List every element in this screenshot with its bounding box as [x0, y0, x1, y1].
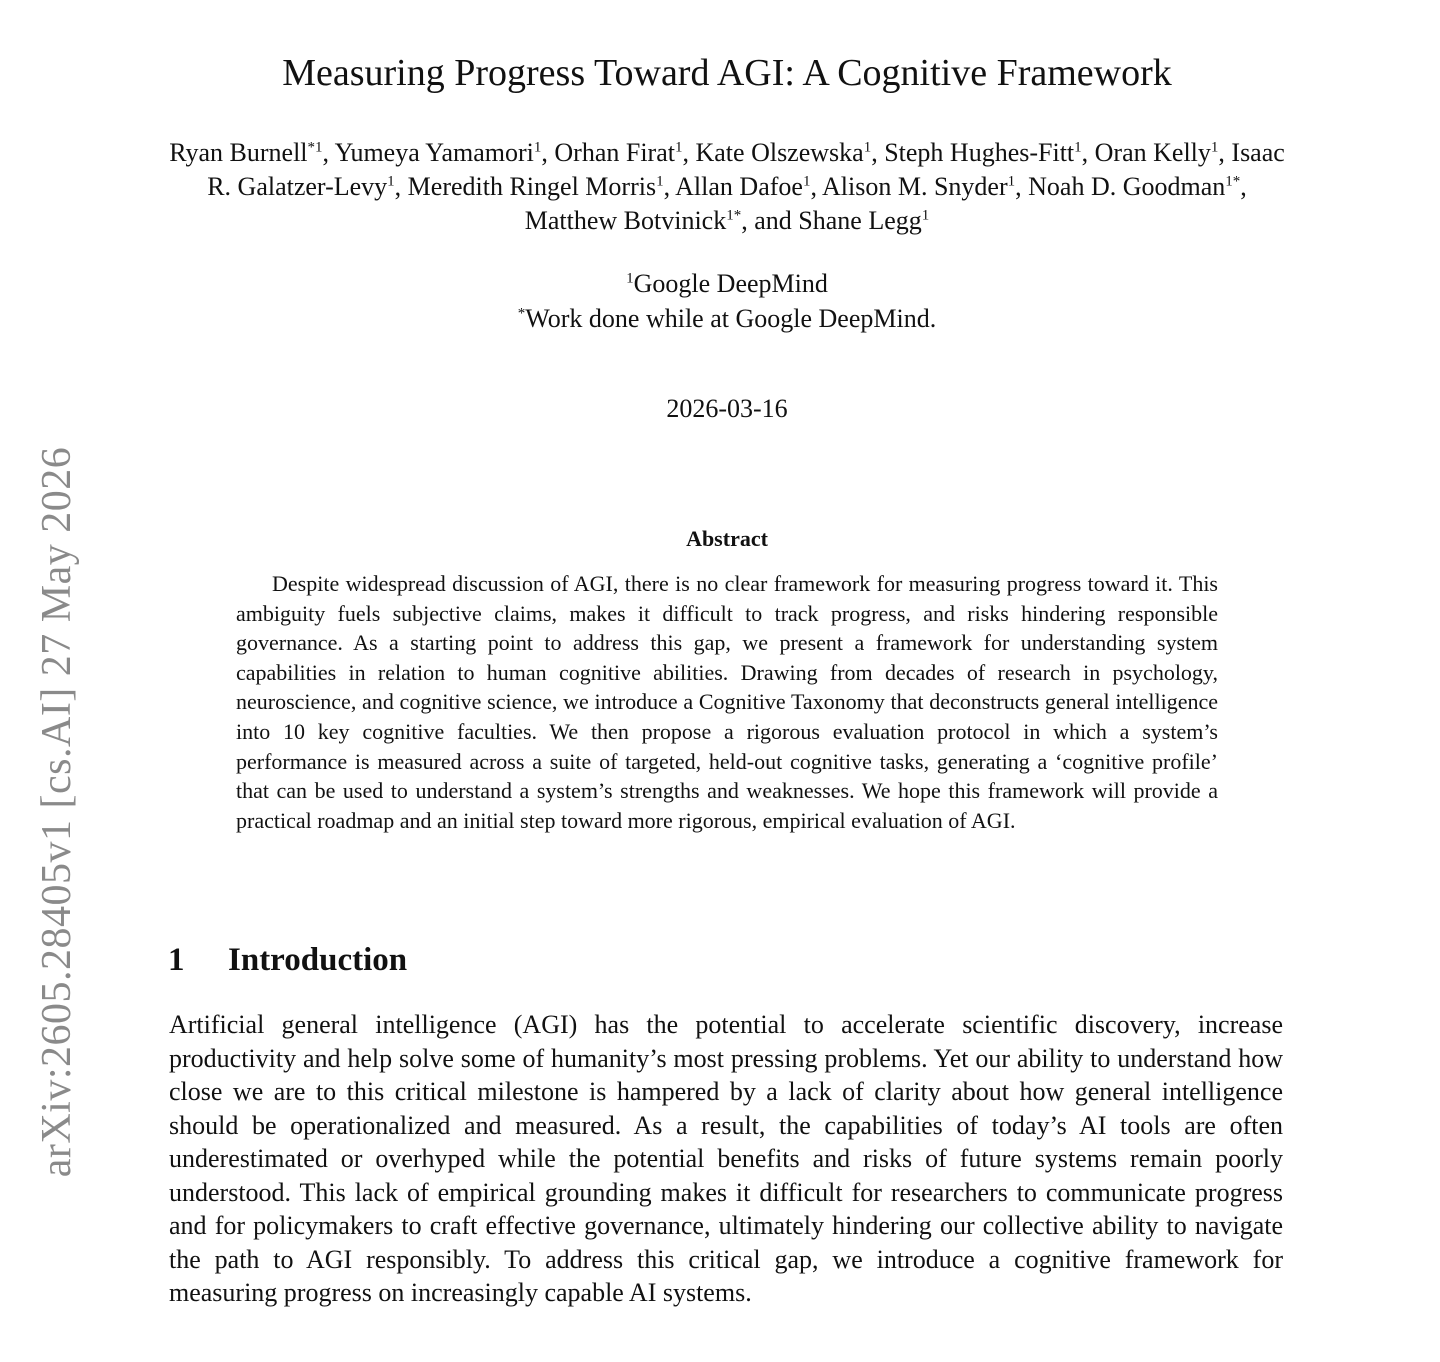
affiliation: $^1$Google DeepMind — [626, 269, 828, 298]
author: Allan Dafoe$^1$ — [675, 172, 811, 201]
author: Steph Hughes-Fitt$^1$ — [884, 138, 1082, 167]
author: Alison M. Snyder$^1$ — [822, 172, 1016, 201]
affiliation-note: *Work done while at Google DeepMind. — [517, 304, 937, 333]
abstract-text: Despite widespread discussion of AGI, there is no clear framework for measuring progress toward it. This ambiguity fuels subjective claims, makes it difficult to track progress, and risks hindering responsible governance. As a starting point to address this gap, we present a framework for understanding system capabilities in relation to human cognitive abilities. Drawing from decades of research in psychology, neuroscience, and cognitive science, we introduce a Cognitive Taxonomy that deconstructs general intelligence into 10 key cognitive faculties. We then propose a rigorous evaluation protocol in which a system’s performance is measured across a suite of targeted, held-out cognitive tasks, generating a ‘cognitive profile’ that can be used to understand a system’s strengths and weaknesses. We hope this framework will provide a practical roadmap and an initial step toward more rigorous, empirical evaluation of AGI. — [236, 571, 1218, 833]
author: Orhan Firat$^1$ — [554, 138, 683, 167]
author-list-joiner: and — [754, 206, 792, 235]
abstract-heading: Abstract — [686, 526, 768, 551]
paper-date: 2026-03-16 — [666, 394, 788, 423]
author: Yumeya Yamamori$^1$ — [334, 138, 542, 167]
author: Noah D. Goodman$^{1*}$ — [1028, 172, 1241, 201]
introduction-paragraph: Artificial general intelligence (AGI) has the potential to accelerate scientific discovery, increase productivity and help solve some of humanity’s most pressing problems. Yet our ability to understand how close we are to this critical milestone is hampered by a lack of clarity about how general intelligence should be operationalized and measured. As a result, the capabilities of today’s AI tools are often underestimated or overhyped while the potential benefits and risks of future systems remain poorly understood. This lack of empirical grounding makes it difficult for researchers to communicate progress and for policymakers to craft effective governance, ultimately hindering our collective ability to navigate the path to AGI responsibly. To address this critical gap, we introduce a cognitive framework for measuring progress on increasingly capable AI systems. — [169, 1010, 1283, 1307]
author: Isaac R. Galatzer-Levy$^1$ — [207, 138, 1285, 201]
author: Ryan Burnell$^{*1}$ — [169, 138, 323, 167]
author: Shane Legg$^1$ — [798, 206, 930, 235]
section-number: 1 — [168, 942, 185, 978]
arxiv-identifier-stamp: arXiv:2605.28405v1 [cs.AI] 27 May 2026 — [34, 446, 80, 1178]
author: Kate Olszewska$^1$ — [695, 138, 872, 167]
author: Meredith Ringel Morris$^1$ — [407, 172, 664, 201]
section-heading — [168, 940, 407, 980]
paper-title: Measuring Progress Toward AGI: A Cognitive Framework — [282, 52, 1172, 94]
author: Oran Kelly$^1$ — [1094, 138, 1219, 167]
author-list: Ryan Burnell$^{*1}$, Yumeya Yamamori$^1$, Orhan Firat$^1$, Kate Olszewska$^1$, Steph Hughes-Fitt$^1$, Oran Kelly$^1$, Isaac R. Galatzer-Levy$^1$, Meredith Ringel Morris$^1$, Allan Dafoe$^1$, Alison M. Snyder$^1$, Noah D. Goodman$^{1*}$, Matthew Botvinick$^{1*}$, and Shane Legg$^1$ — [169, 138, 1285, 235]
section-title: Introduction — [228, 942, 408, 978]
affiliations — [170, 266, 1284, 336]
author: Matthew Botvinick$^{1*}$ — [524, 206, 742, 235]
